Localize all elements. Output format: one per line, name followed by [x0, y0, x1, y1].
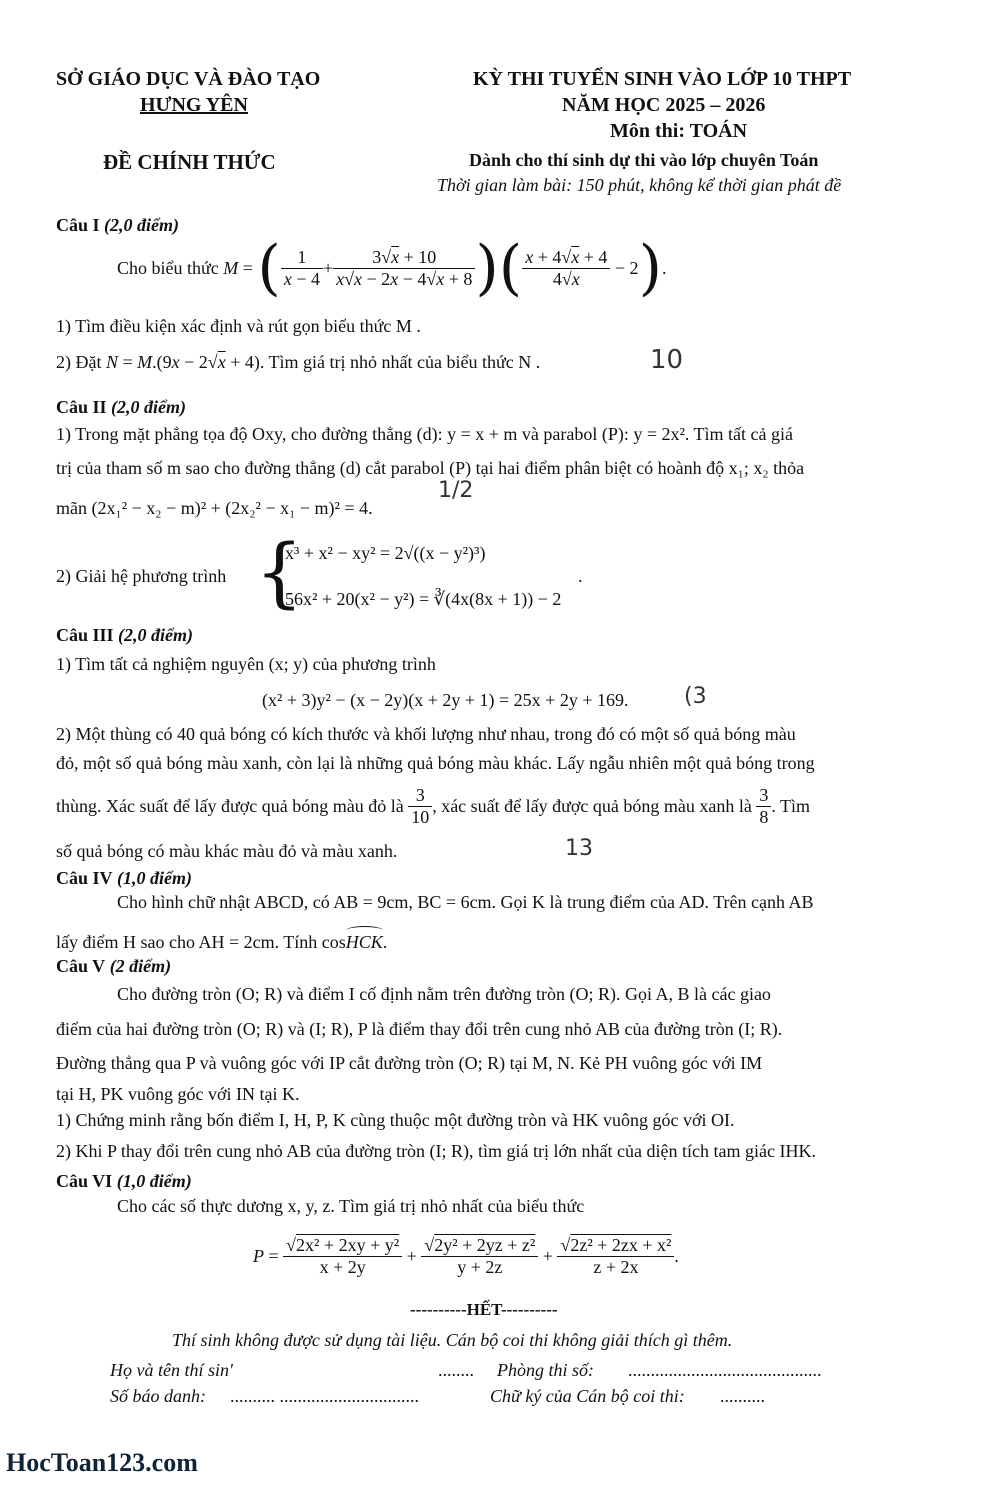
question-5-part-2: 2) Khi P thay đổi trên cung nhỏ AB của đường tròn (I; R), tìm giá trị lớn nhất của diện tích tam giác IHK.: [56, 1141, 816, 1161]
system-equation-1: x³ + x² − xy² = 2√((x − y²)³): [285, 543, 486, 563]
end-marker: ----------HẾT----------: [410, 1300, 558, 1319]
exam-title: KỲ THI TUYỂN SINH VÀO LỚP 10 THPT: [473, 68, 852, 90]
department-name: SỞ GIÁO DỤC VÀ ĐÀO TẠO: [56, 68, 321, 90]
candidate-number-dots: .......... ...............................: [230, 1386, 419, 1406]
question-5-line-4: tại H, PK vuông góc với IN tại K.: [56, 1084, 300, 1104]
question-2-part-1-line-1: 1) Trong mặt phẳng tọa độ Oxy, cho đường thẳng (d): y = x + m và parabol (P): y = 2x². Tìm tất cả giá: [56, 424, 794, 444]
question-2-part-2-label: 2) Giải hệ phương trình: [56, 566, 227, 586]
system-brace: {: [255, 527, 304, 616]
handwritten-note-13: 13: [565, 836, 593, 861]
exam-room-dots: ...........................................: [628, 1360, 822, 1380]
question-6-line-1: Cho các số thực dương x, y, z. Tìm giá trị nhỏ nhất của biểu thức: [117, 1196, 585, 1216]
exam-room-label: Phòng thi số:: [497, 1360, 594, 1380]
question-3-heading: Câu III (2,0 điểm): [56, 625, 194, 645]
candidate-number-label: Số báo danh:: [110, 1386, 206, 1406]
time-limit: Thời gian làm bài: 150 phút, không kể thời gian phát đề: [437, 175, 842, 195]
question-4-heading: Câu IV (1,0 điểm): [56, 868, 192, 888]
candidate-name-dots: ........: [438, 1360, 474, 1380]
question-5-heading: Câu V (2 điểm): [56, 956, 172, 976]
question-5-line-1: Cho đường tròn (O; R) và điểm I cố định nằm trên đường tròn (O; R). Gọi A, B là các giao: [117, 984, 771, 1004]
subject: Môn thi: TOÁN: [610, 120, 748, 142]
question-3-part-2-line-3: thùng. Xác suất để lấy được quả bóng màu đỏ là $\frac{3}{10}$ , xác suất để lấy được quả bóng màu xanh là $\frac{3}{8}$ . Tìm: [56, 784, 811, 827]
province-name: HƯNG YÊN: [140, 94, 248, 116]
footer-note: Thí sinh không được sử dụng tài liệu. Cán bộ coi thi không giải thích gì thêm.: [172, 1330, 733, 1350]
question-6-heading: Câu VI (1,0 điểm): [56, 1171, 192, 1191]
angle-HCK: HCK: [345, 932, 383, 952]
handwritten-note-10: 10: [650, 345, 684, 375]
candidate-name-label: Họ và tên thí sin': [110, 1360, 233, 1380]
question-5-line-2: điểm của hai đường tròn (O; R) và (I; R), P là điểm thay đổi trên cung nhỏ AB của đường tròn (I; R).: [56, 1019, 783, 1039]
question-5-part-1: 1) Chứng minh rằng bốn điểm I, H, P, K cùng thuộc một đường tròn và HK vuông góc với OI.: [56, 1110, 735, 1130]
official-label: ĐỀ CHÍNH THỨC: [103, 150, 276, 174]
question-1-part-2: 2) Đặt N = M.(9x − 2√x + 4). Tìm giá trị nhỏ nhất của biểu thức N .: [56, 352, 541, 372]
system-equation-2: 56x² + 20(x² − y²) = ∛(4x(8x + 1)) − 2: [285, 589, 562, 609]
question-5-line-3: Đường thẳng qua P và vuông góc với IP cắt đường tròn (O; R) tại M, N. Kẻ PH vuông góc với IM: [56, 1053, 763, 1073]
question-1-part-1: 1) Tìm điều kiện xác định và rút gọn biểu thức M .: [56, 316, 421, 336]
system-period: .: [578, 566, 583, 586]
question-1-heading: Câu I (2,0 điểm): [56, 215, 179, 235]
question-3-part-1-equation: (x² + 3)y² − (x − 2y)(x + 2y + 1) = 25x + 2y + 169.: [262, 690, 629, 710]
handwritten-note-3: (3: [684, 684, 707, 709]
question-4-line-2: lấy điểm H sao cho AH = 2cm. Tính cos HCK.: [56, 928, 387, 953]
question-4-line-1: Cho hình chữ nhật ABCD, có AB = 9cm, BC = 6cm. Gọi K là trung điểm của AD. Trên cạnh AB: [117, 892, 814, 912]
expression-M: Cho biểu thức M = ( $\frac{1}{x - 4}$ + $\frac{3√x + 10}{x√x - 2x - 4√x + 8}$ ) ( $\frac{x + 4√x + 4}{4√x}$ − 2 ) .: [117, 233, 667, 303]
target-candidates: Dành cho thí sinh dự thi vào lớp chuyên Toán: [469, 150, 819, 170]
proctor-signature-label: Chữ ký của Cán bộ coi thi:: [490, 1386, 685, 1406]
proctor-signature-dots: ..........: [720, 1386, 765, 1406]
question-3-part-1-line-1: 1) Tìm tất cả nghiệm nguyên (x; y) của phương trình: [56, 654, 436, 674]
question-3-part-2-line-4: số quả bóng có màu khác màu đỏ và màu xanh.: [56, 841, 398, 861]
question-2-heading: Câu II (2,0 điểm): [56, 397, 187, 417]
question-2-part-1-line-3: mãn (2x₁² − x₂ − m)² + (2x₂² − x₁ − m)² = 4.: [56, 498, 373, 518]
question-3-part-2-line-2: đỏ, một số quả bóng màu xanh, còn lại là những quả bóng màu khác. Lấy ngẫu nhiên một quả bóng trong: [56, 753, 815, 773]
expression-P: P = $\frac{\text{√2x² + 2xy + y²}}{x + 2y}$ + $\frac{\text{√2y² + 2yz + z²}}{y + 2z}$ + $\frac{\text{√2z² + 2zx + x²}}{z + 2x}$ .: [253, 1234, 679, 1277]
school-year: NĂM HỌC 2025 – 2026: [562, 94, 766, 116]
handwritten-note-fraction: 1/2: [438, 478, 474, 503]
question-2-part-1-line-2: trị của tham số m sao cho đường thẳng (d) cắt parabol (P) tại hai điểm phân biệt có hoành độ x₁; x₂ thỏa: [56, 458, 805, 478]
site-watermark: HocToan123.com: [6, 1448, 198, 1477]
question-3-part-2-line-1: 2) Một thùng có 40 quả bóng có kích thước và khối lượng như nhau, trong đó có một số quả bóng màu: [56, 724, 796, 744]
